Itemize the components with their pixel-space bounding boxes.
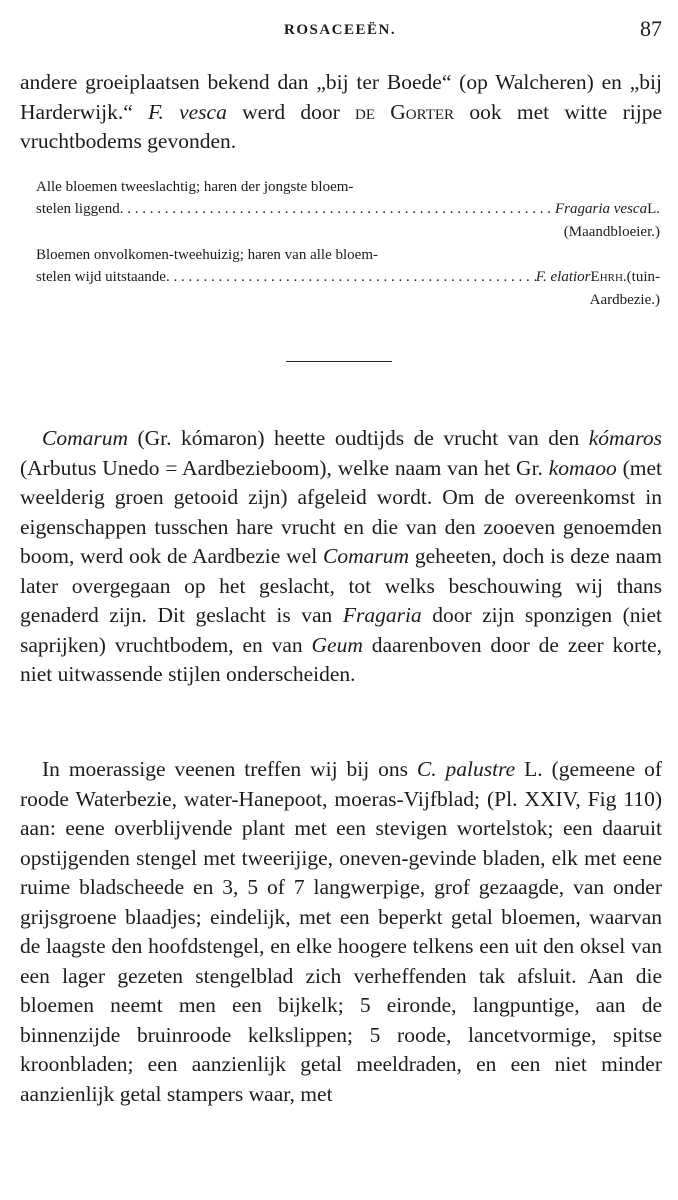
- key-entry-elatior: [36, 244, 660, 312]
- genus-name: Geum: [311, 632, 363, 657]
- term: komaoo: [548, 455, 617, 480]
- text-span: werd door: [226, 99, 356, 124]
- paragraph-comarum: [20, 424, 662, 690]
- running-title: ROSACEEËN.: [284, 22, 397, 38]
- section-divider: [286, 361, 392, 362]
- genus-name: Fragaria: [342, 603, 422, 627]
- authority: L.: [647, 201, 660, 217]
- key-lead-text: stelen liggend: [36, 201, 120, 217]
- species-name: C. palustre: [416, 757, 516, 781]
- species-name: Fragaria vesca: [555, 201, 648, 217]
- text-span: (met weelderig groen getooid zijn) afgeleid wordt. Om de overeenkomst in eigenschappen tusschen hare vrucht en die van den zooeven genoemden boom, werd ook de Aardbezie wel: [20, 455, 662, 568]
- species-name: F. elatior: [535, 269, 591, 285]
- text-span: geheeten, doch is deze naam later overgegaan op het geslacht, tot welks beschouwing wij thans genaderd zijn. Dit geslacht is van: [20, 544, 662, 627]
- text-span: andere groeiplaatsen bekend dan „bij ter Boede“ (op Walcheren) en „bij Harderwijk.“: [20, 70, 662, 124]
- dot-leader: [120, 198, 555, 220]
- key-line: Alle bloemen tweeslachtig; haren der jongste bloem-: [36, 179, 354, 195]
- key-line-leader: [36, 198, 660, 220]
- text-span: daarenboven door de zeer korte, niet uitwassende stijlen onderscheiden.: [20, 632, 663, 686]
- page-header: [0, 16, 678, 46]
- common-name: Aardbezie.): [589, 292, 660, 308]
- text-span: ook met witte rijpe vruchtbodems gevonden.: [20, 99, 663, 153]
- paragraph-continuation: [20, 68, 662, 157]
- key-entry-vesca: [36, 176, 660, 244]
- species-key: [36, 176, 660, 312]
- species-name: F. vesca: [148, 99, 227, 124]
- text-span: (Gr. kómaron) heette oudtijds de vrucht van den: [128, 426, 589, 450]
- paragraph-palustre: [20, 755, 662, 1109]
- authority: Ehrh.: [590, 269, 627, 285]
- text-span: L. (gemeene of roode Waterbezie, water-Hanepoot, moeras-Vijfblad; (Pl. XXIV, Fig 110) aan: eene overblijvende plant met een stevigen wortelstok; een daaruit opstijgenden stengel met tweerijige, oneven-gevinde bladen, elk met eene ruime bladscheede en 3, 5 of 7 langwerpige, grof gezaagde, van onder grijsgroene blaadjes; eindelijk, met een beperkt getal bloemen, waarvan de laagste den hoofdstengel, en elke hoogere telkens een uit den oksel van een lager gezeten stengelblad zich verheffenden tak afsluit. Aan die bloemen neemt men een bijkelk; 5 eironde, langpuntige, aan de binnenzijde bruinroode kelkslippen; 5 roode, lancetvormige, spitse kroonbladen; een aanzienlijk getal meeldraden, en een niet minder aanzienlijk getal stampers waar, met: [20, 757, 662, 1106]
- common-name: (Maandbloeier.): [563, 224, 660, 240]
- genus-name: Comarum: [42, 426, 129, 450]
- author-name: de Gorter: [355, 99, 455, 124]
- common-name: (tuin-: [626, 269, 660, 285]
- key-lead-text: stelen wijd uitstaande: [36, 269, 166, 285]
- text-span: (Arbutus Unedo = Aardbezieboom), welke naam van het Gr.: [20, 455, 549, 480]
- key-line: Bloemen onvolkomen-tweehuizig; haren van alle bloem-: [36, 247, 378, 263]
- text-span: door zijn sponzigen (niet saprijken) vruchtbodem, en van: [20, 603, 662, 657]
- genus-name: Comarum: [323, 544, 410, 568]
- text-span: In moerassige veenen treffen wij bij ons: [42, 757, 417, 781]
- key-line-leader: [36, 266, 660, 288]
- term: kómaros: [588, 426, 662, 450]
- page-number: 87: [640, 16, 662, 41]
- dot-leader: [166, 266, 536, 288]
